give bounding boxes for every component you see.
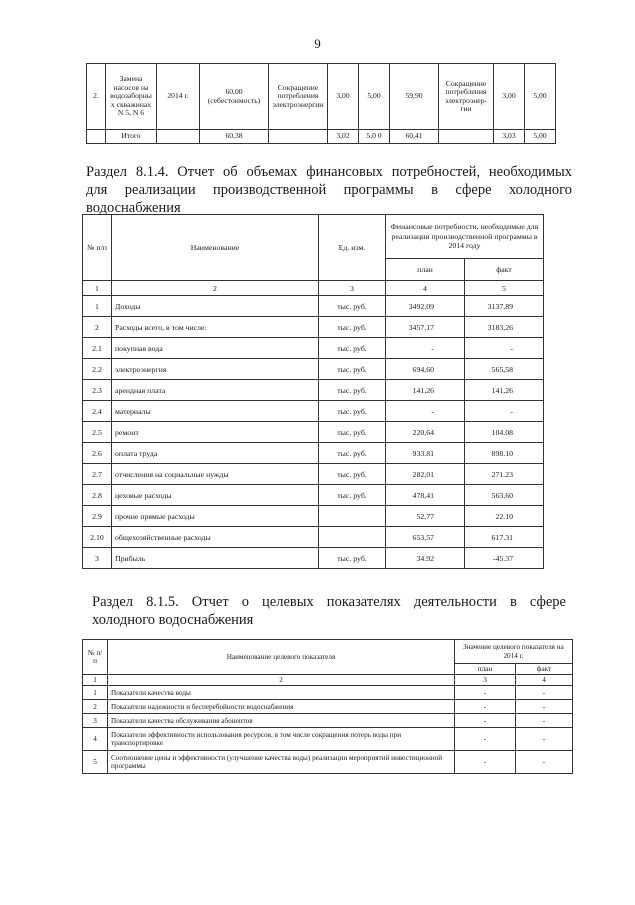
row-unit: тыс. руб. bbox=[319, 338, 386, 359]
measure-name-cell bbox=[106, 64, 157, 130]
row-unit: тыс. руб. bbox=[319, 464, 386, 485]
row-plan: - bbox=[455, 700, 516, 714]
header-plan: план bbox=[386, 259, 465, 281]
row-plan: - bbox=[455, 686, 516, 700]
row-num: 2.5 bbox=[83, 422, 112, 443]
row-name: ремонт bbox=[112, 422, 319, 443]
column-number: 1 bbox=[83, 281, 112, 296]
measure-name-line: водозаборны bbox=[110, 91, 152, 101]
table-row bbox=[83, 338, 544, 359]
row-num: 3 bbox=[83, 714, 108, 728]
row-num: 2.10 bbox=[83, 527, 112, 548]
table-row bbox=[83, 380, 544, 401]
table-row bbox=[83, 527, 544, 548]
section-heading: Раздел 8.1.5. Отчет о целевых показателях деятельности в сфере bbox=[92, 594, 566, 610]
header-name: Наименование целевого показателя bbox=[108, 640, 455, 675]
measure-name-line: насосов на bbox=[113, 82, 149, 92]
row-plan: - bbox=[386, 338, 465, 359]
row-name: Показатели качества воды bbox=[108, 686, 455, 700]
cost-note: (себестоимость) bbox=[207, 95, 261, 105]
row-plan: - bbox=[386, 401, 465, 422]
table-row bbox=[83, 700, 573, 714]
row-name: электроэнергия bbox=[112, 359, 319, 380]
row-name: Показатели надежности и бесперебойности водоснабжения bbox=[108, 700, 455, 714]
row-fact: 565,58 bbox=[465, 359, 544, 380]
row-plan: 34.92 bbox=[386, 548, 465, 569]
row-unit: тыс. руб. bbox=[319, 548, 386, 569]
effect-line: Сокращение bbox=[277, 82, 319, 92]
row-unit: тыс. руб. bbox=[319, 380, 386, 401]
row-fact: 3137,89 bbox=[465, 296, 544, 317]
row-plan: 478,41 bbox=[386, 485, 465, 506]
row-fact: 22.10 bbox=[465, 506, 544, 527]
row-name: отчисления на социальные нужды bbox=[112, 464, 319, 485]
value-cell: 5,00 bbox=[525, 64, 556, 130]
row-fact: 563,60 bbox=[465, 485, 544, 506]
row-fact: 271.23 bbox=[465, 464, 544, 485]
row-unit: тыс. руб. bbox=[319, 401, 386, 422]
value-cell: 3,00 bbox=[328, 64, 359, 130]
table-row bbox=[83, 464, 544, 485]
effect-cell bbox=[269, 64, 328, 130]
row-name: общехозяйственные расходы bbox=[112, 527, 319, 548]
row-num: 2.2 bbox=[83, 359, 112, 380]
row-unit bbox=[319, 527, 386, 548]
row-name: покупная вода bbox=[112, 338, 319, 359]
row-name: Соотношение цены и эффективности (улучшение качества воды) реализации мероприятий инвестиционной программы bbox=[108, 751, 455, 774]
investment-measures-table bbox=[86, 63, 556, 144]
total-value: 60,41 bbox=[390, 130, 439, 144]
row-unit: тыс. руб. bbox=[319, 317, 386, 338]
effect-line: электроэнер- bbox=[445, 95, 487, 105]
row-name: арендная плата bbox=[112, 380, 319, 401]
header-unit: Ед. изм. bbox=[319, 215, 386, 281]
column-number: 5 bbox=[465, 281, 544, 296]
header-plan: план bbox=[455, 664, 516, 675]
row-plan: 3457,17 bbox=[386, 317, 465, 338]
row-num: 2 bbox=[83, 317, 112, 338]
row-num: 2.9 bbox=[83, 506, 112, 527]
header-name: Наименование bbox=[112, 215, 319, 281]
empty-cell bbox=[439, 130, 494, 144]
table-row bbox=[83, 296, 544, 317]
empty-cell bbox=[87, 130, 106, 144]
header-fact: факт bbox=[516, 664, 573, 675]
row-number-cell: 2. bbox=[87, 64, 106, 130]
table-row bbox=[83, 506, 544, 527]
row-name: Расходы всего, в том числе: bbox=[112, 317, 319, 338]
row-plan: - bbox=[455, 714, 516, 728]
row-num: 2.8 bbox=[83, 485, 112, 506]
table-row bbox=[87, 64, 556, 130]
row-unit bbox=[319, 506, 386, 527]
column-number: 3 bbox=[455, 675, 516, 686]
table-row bbox=[83, 548, 544, 569]
row-unit: тыс. руб. bbox=[319, 422, 386, 443]
total-label: Итого bbox=[106, 130, 157, 144]
row-name: материалы bbox=[112, 401, 319, 422]
row-plan: - bbox=[455, 751, 516, 774]
total-value: 5,00 bbox=[525, 130, 556, 144]
row-fact: - bbox=[465, 338, 544, 359]
row-fact: - bbox=[516, 700, 573, 714]
row-num: 5 bbox=[83, 751, 108, 774]
effect-line: гии bbox=[460, 104, 472, 113]
header-target-value: Значение целевого показателя на 2014 г. bbox=[455, 640, 573, 664]
value-cell: 5,00 bbox=[359, 64, 390, 130]
effect-line: потребления bbox=[445, 87, 487, 96]
column-number-row bbox=[83, 281, 544, 296]
row-fact: 898.10 bbox=[465, 443, 544, 464]
row-name: Прибыль bbox=[112, 548, 319, 569]
measure-name-line: Замена bbox=[119, 74, 143, 84]
row-plan: 220,64 bbox=[386, 422, 465, 443]
row-fact: - bbox=[516, 714, 573, 728]
row-plan: 282,01 bbox=[386, 464, 465, 485]
row-name: оплата труда bbox=[112, 443, 319, 464]
row-plan: 3492,09 bbox=[386, 296, 465, 317]
table-row bbox=[83, 422, 544, 443]
row-name: цеховые расходы bbox=[112, 485, 319, 506]
table-row bbox=[83, 359, 544, 380]
row-fact: - bbox=[516, 728, 573, 751]
total-value: 3,02 bbox=[328, 130, 359, 144]
table-row bbox=[83, 401, 544, 422]
effect-cell bbox=[439, 64, 494, 130]
page-number: 9 bbox=[314, 36, 321, 51]
row-num: 2 bbox=[83, 700, 108, 714]
section-heading-continued: для реализации производственной программы в сфере холодного водоснабжения bbox=[86, 182, 572, 216]
row-fact: 617.31 bbox=[465, 527, 544, 548]
table-row bbox=[83, 686, 573, 700]
column-number: 1 bbox=[83, 675, 108, 686]
column-number: 4 bbox=[516, 675, 573, 686]
section-heading: Раздел 8.1.4. Отчет об объемах финансовых потребностей, необходимых bbox=[86, 164, 572, 180]
header-row bbox=[83, 215, 544, 259]
row-fact: - bbox=[516, 686, 573, 700]
row-name: Показатели качества обслуживания абонентов bbox=[108, 714, 455, 728]
effect-line: электроэнергии bbox=[272, 99, 324, 109]
row-plan: 653,57 bbox=[386, 527, 465, 548]
table-row bbox=[83, 485, 544, 506]
empty-cell bbox=[269, 130, 328, 144]
row-plan: 933.81 bbox=[386, 443, 465, 464]
header-num: № п/п bbox=[83, 215, 112, 281]
row-fact: 3183,26 bbox=[465, 317, 544, 338]
value-cell: 59,90 bbox=[390, 64, 439, 130]
header-fact: факт bbox=[465, 259, 544, 281]
row-plan: 52,77 bbox=[386, 506, 465, 527]
row-unit: тыс. руб. bbox=[319, 485, 386, 506]
row-fact: -45.37 bbox=[465, 548, 544, 569]
row-name: Доходы bbox=[112, 296, 319, 317]
table-row bbox=[83, 728, 573, 751]
target-indicators-table bbox=[82, 639, 573, 774]
row-plan: 694,60 bbox=[386, 359, 465, 380]
row-num: 1 bbox=[83, 686, 108, 700]
row-fact: 141,26 bbox=[465, 380, 544, 401]
empty-cell bbox=[157, 130, 200, 144]
table-row bbox=[83, 317, 544, 338]
table-row bbox=[83, 714, 573, 728]
row-name: Показатели эффективности использования ресурсов, в том числе сокращения потерь воды при транспортировке bbox=[108, 728, 455, 751]
row-plan: 141,26 bbox=[386, 380, 465, 401]
row-num: 2.7 bbox=[83, 464, 112, 485]
row-num: 1 bbox=[83, 296, 112, 317]
table-row bbox=[83, 751, 573, 774]
total-row bbox=[87, 130, 556, 144]
table-row bbox=[83, 443, 544, 464]
row-num: 2.6 bbox=[83, 443, 112, 464]
value-cell: 3,00 bbox=[494, 64, 525, 130]
row-num: 4 bbox=[83, 728, 108, 751]
row-num: 2.3 bbox=[83, 380, 112, 401]
row-unit: тыс. руб. bbox=[319, 359, 386, 380]
total-value: 3,03 bbox=[494, 130, 525, 144]
column-number: 2 bbox=[108, 675, 455, 686]
column-number: 4 bbox=[386, 281, 465, 296]
row-unit: тыс. руб. bbox=[319, 296, 386, 317]
row-fact: 104.08 bbox=[465, 422, 544, 443]
column-number-row bbox=[83, 675, 573, 686]
column-number: 2 bbox=[112, 281, 319, 296]
row-unit: тыс. руб. bbox=[319, 443, 386, 464]
row-num: 3 bbox=[83, 548, 112, 569]
measure-name-line: х скважинах bbox=[110, 99, 152, 109]
header-num: № п/п bbox=[83, 640, 108, 675]
row-num: 2.4 bbox=[83, 401, 112, 422]
row-fact: - bbox=[465, 401, 544, 422]
header-financial-needs: Финансовые потребности, необходимые для реализации производственной программы в 2014 году bbox=[386, 215, 544, 259]
effect-line: потребления bbox=[277, 91, 319, 101]
cost-cell bbox=[200, 64, 269, 130]
total-cost: 60,38 bbox=[200, 130, 269, 144]
header-row bbox=[83, 640, 573, 664]
row-num: 2.1 bbox=[83, 338, 112, 359]
effect-line: Сокращение bbox=[445, 78, 487, 88]
measure-name-line: N 5, N 6 bbox=[117, 108, 145, 118]
row-name: прочие прямые расходы bbox=[112, 506, 319, 527]
total-value: 5,0 0 bbox=[359, 130, 390, 144]
row-plan: - bbox=[455, 728, 516, 751]
row-fact: - bbox=[516, 751, 573, 774]
year-cell: 2014 г. bbox=[157, 64, 200, 130]
cost-value: 60,00 bbox=[225, 87, 243, 96]
column-number: 3 bbox=[319, 281, 386, 296]
financial-needs-table bbox=[82, 214, 544, 569]
section-heading-continued: холодного водоснабжения bbox=[92, 612, 254, 628]
